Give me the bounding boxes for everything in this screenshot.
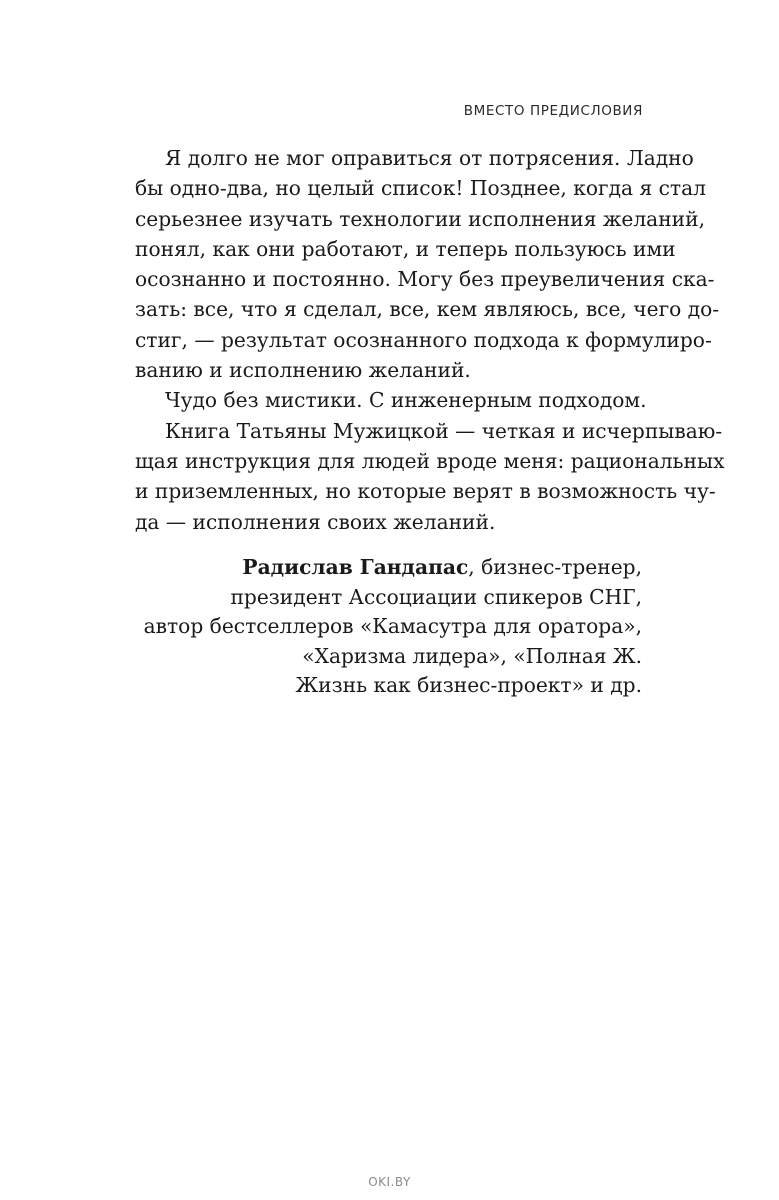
signature-line: «Харизма лидера», «Полная Ж.	[302, 643, 642, 668]
body-text	[135, 143, 725, 537]
signature-line: Жизнь как бизнес-проект» и др.	[295, 673, 642, 698]
paragraph-1	[135, 143, 720, 385]
text-line: Книга Татьяны Мужицкой — четкая и исчерпываю-	[165, 418, 723, 443]
signature-line: президент Ассоциации спикеров СНГ,	[230, 584, 642, 609]
text-line: серьезнее изучать технологии исполнения желаний,	[135, 206, 706, 231]
text-line: понял, как они работают, и теперь пользуюсь ими	[135, 236, 676, 261]
text-line: да — исполнения своих желаний.	[135, 509, 496, 534]
text-line: бы одно-два, но целый список! Позднее, когда я стал	[135, 176, 706, 201]
text-line: щая инструкция для людей вроде меня: рациональных	[135, 448, 725, 473]
text-line: и приземленных, но которые верят в возможность чу-	[135, 479, 716, 504]
watermark: OKI.BY	[368, 1175, 411, 1189]
running-head: ВМЕСТО ПРЕДИСЛОВИЯ	[463, 103, 643, 119]
paragraph-3	[135, 416, 725, 537]
signature	[144, 553, 642, 701]
text-line: стиг, — результат осознанного подхода к формулиро-	[135, 327, 712, 352]
text-line: ванию и исполнению желаний.	[135, 358, 471, 383]
author-name: Радислав Гандапас	[242, 555, 469, 579]
author-title: , бизнес-тренер,	[468, 555, 642, 579]
signature-first-line	[144, 553, 642, 583]
signature-line: автор бестселлеров «Камасутра для оратора»,	[143, 614, 642, 639]
text-line: зать: все, что я сделал, все, кем являюсь, все, чего до-	[135, 297, 720, 322]
text-line: Я долго не мог оправиться от потрясения. Ладно	[165, 146, 694, 170]
text-line: Чудо без мистики. С инженерным подходом.	[165, 388, 647, 413]
text-line: осознанно и постоянно. Могу без преувеличения ска-	[135, 267, 715, 292]
paragraph-2	[135, 385, 647, 415]
